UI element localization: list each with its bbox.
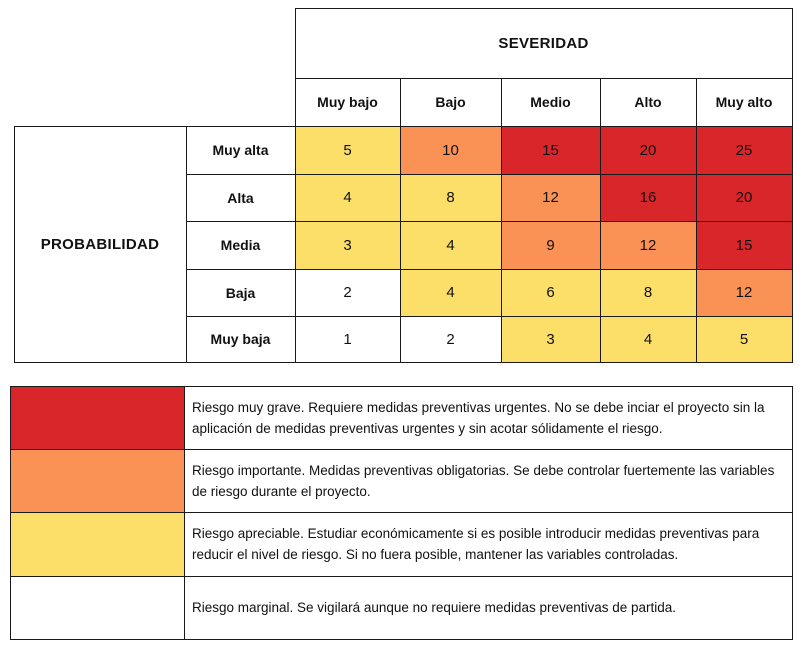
probability-level-label: Alta — [227, 189, 254, 206]
probability-title: PROBABILIDAD — [40, 235, 160, 253]
grid-line — [792, 386, 793, 640]
legend-description: Riesgo muy grave. Requiere medidas preventivas urgentes. No se debe inciar el proyecto sin la aplicación de medidas preventivas urgentes y sin acotar sólidamente el riesgo. — [192, 399, 765, 436]
risk-value: 2 — [343, 284, 352, 301]
risk-value: 3 — [546, 330, 555, 348]
grid-line — [186, 174, 793, 175]
grid-line — [14, 126, 793, 127]
legend-swatch — [10, 449, 184, 512]
legend-description: Riesgo importante. Medidas preventivas obligatorias. Se debe controlar fuertemente las variables de riesgo durante el proyecto. — [192, 462, 775, 499]
grid-line — [186, 269, 793, 270]
risk-value: 5 — [343, 141, 352, 159]
grid-line — [186, 221, 793, 222]
probability-level-label: Muy alta — [212, 142, 269, 158]
severity-level-label: Muy alto — [715, 94, 773, 110]
grid-line — [10, 512, 793, 513]
grid-line — [10, 386, 793, 387]
risk-value: 12 — [735, 284, 753, 301]
grid-line — [295, 8, 296, 363]
probability-level-label: Muy baja — [210, 331, 271, 347]
risk-value: 5 — [739, 330, 749, 348]
grid-line — [10, 639, 793, 640]
severity-level-label: Muy bajo — [317, 94, 378, 110]
risk-value: 4 — [643, 330, 653, 348]
risk-value: 8 — [643, 284, 653, 301]
grid-line — [792, 8, 793, 363]
risk-value: 16 — [639, 189, 657, 206]
risk-value: 10 — [442, 141, 459, 159]
grid-line — [184, 386, 185, 640]
legend-description: Riesgo marginal. Se vigilará aunque no requiere medidas preventivas de partida. — [192, 600, 677, 615]
grid-line — [10, 449, 793, 450]
risk-value: 3 — [343, 236, 352, 254]
severity-title: SEVERIDAD — [498, 34, 589, 52]
legend-swatch — [10, 512, 184, 576]
legend-swatch — [10, 576, 184, 639]
grid-line — [10, 386, 11, 640]
risk-value: 15 — [542, 141, 559, 159]
grid-line — [186, 316, 793, 317]
risk-value: 20 — [735, 189, 753, 206]
legend-swatch — [10, 386, 184, 449]
risk-value: 12 — [639, 236, 657, 254]
risk-value: 1 — [343, 330, 352, 348]
grid-line — [14, 126, 15, 363]
risk-value: 6 — [546, 284, 555, 301]
severity-level-label: Bajo — [435, 94, 466, 110]
grid-line — [14, 362, 793, 363]
risk-value: 9 — [546, 236, 555, 254]
risk-value: 4 — [446, 284, 455, 301]
severity-level-label: Medio — [530, 94, 571, 110]
risk-value: 20 — [639, 141, 657, 159]
risk-value: 15 — [735, 236, 753, 254]
grid-line — [10, 576, 793, 577]
probability-level-label: Media — [220, 237, 261, 253]
risk-value: 4 — [343, 189, 352, 206]
risk-value: 25 — [735, 141, 753, 159]
risk-value: 8 — [446, 189, 455, 206]
risk-value: 2 — [446, 330, 455, 348]
grid-line — [295, 78, 793, 79]
severity-level-label: Alto — [634, 94, 662, 110]
probability-level-label: Baja — [225, 284, 256, 301]
grid-line — [295, 8, 793, 9]
grid-line — [186, 126, 187, 363]
legend-description: Riesgo apreciable. Estudiar económicamente si es posible introducir medidas preventivas para reducir el nivel de riesgo. Si no fuera posible, mantener las variables controladas. — [192, 526, 760, 562]
risk-value: 4 — [446, 236, 455, 254]
risk-value: 12 — [542, 189, 559, 206]
